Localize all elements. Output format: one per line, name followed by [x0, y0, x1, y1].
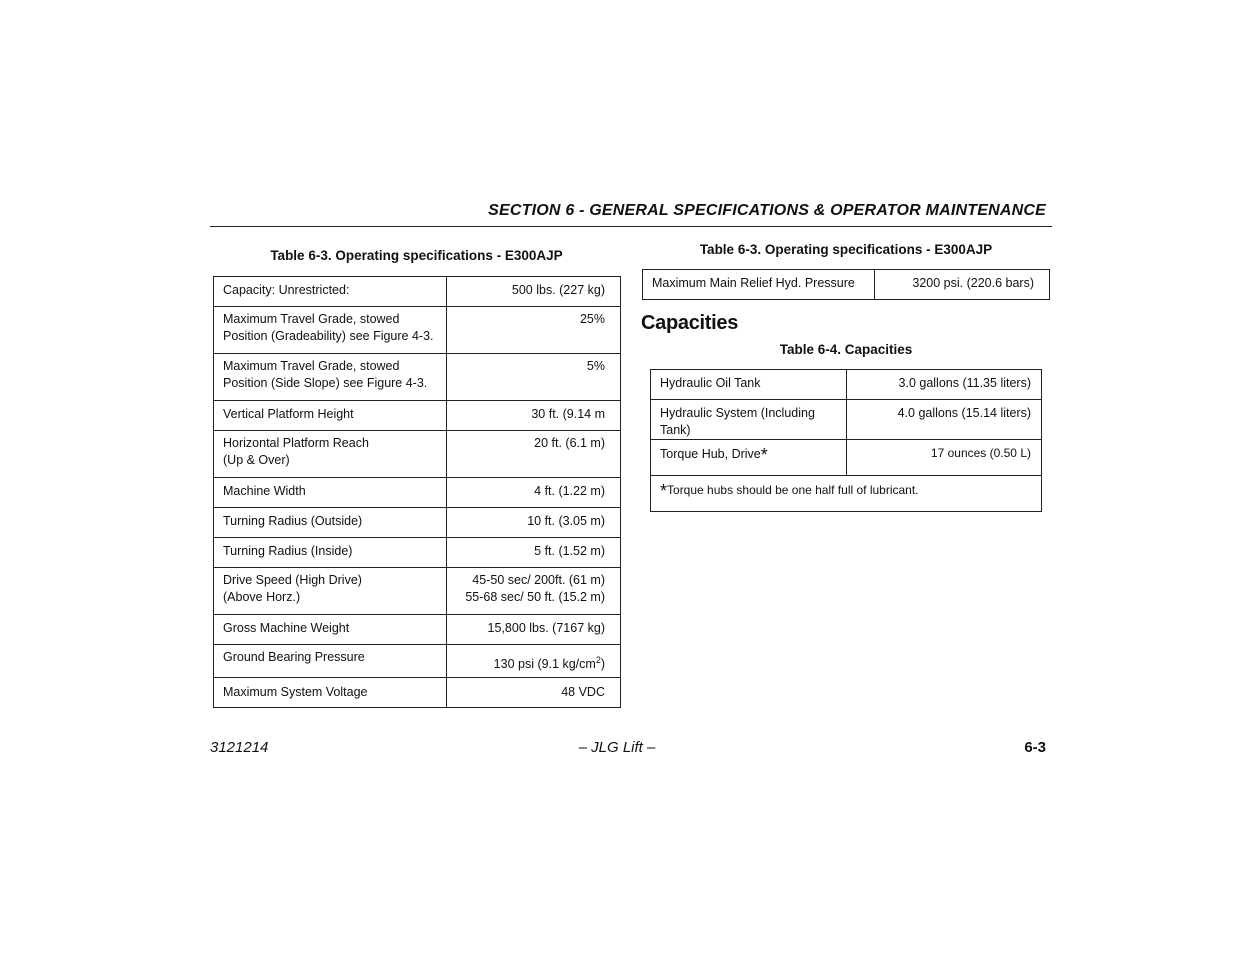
table-row — [651, 476, 1042, 512]
page-number: 6-3 — [1024, 739, 1046, 756]
spec-label: Turning Radius (Inside) — [214, 538, 447, 568]
spec-value: 10 ft. (3.05 m) — [446, 508, 620, 538]
table-row — [651, 400, 1042, 440]
spec-label: Turning Radius (Outside) — [214, 508, 447, 538]
right-table-title: Table 6-3. Operating specifications - E300AJP — [699, 242, 993, 257]
spec-value: 5 ft. (1.52 m) — [446, 538, 620, 568]
spec-label: Vertical Platform Height — [214, 401, 447, 431]
table-row — [214, 645, 621, 678]
footnote: *Torque hubs should be one half full of lubricant. — [651, 476, 1042, 512]
section-title: SECTION 6 - GENERAL SPECIFICATIONS & OPERATOR MAINTENANCE — [488, 202, 1046, 219]
left-table-title: Table 6-3. Operating specifications - E300AJP — [270, 248, 563, 263]
spec-label: Maximum Main Relief Hyd. Pressure — [643, 270, 875, 300]
spec-value: 130 psi (9.1 $kg/cm^2$) — [446, 645, 620, 678]
spec-label: Maximum Travel Grade, stowed Position (Gradeability) see Figure 4-3. — [214, 307, 447, 354]
table-row — [214, 307, 621, 354]
table-row — [214, 354, 621, 401]
table-row — [651, 440, 1042, 476]
capacity-value: 3.0 gallons (11.35 liters) — [846, 370, 1041, 400]
footer-center: – JLG Lift – — [578, 739, 656, 756]
spec-value: 15,800 lbs. (7167 kg) — [446, 615, 620, 645]
spec-value: 5% — [446, 354, 620, 401]
spec-value: 25% — [446, 307, 620, 354]
spec-label: Drive Speed (High Drive) (Above Horz.) — [214, 568, 447, 615]
capacities-table — [650, 369, 1042, 512]
table-row — [214, 508, 621, 538]
spec-value: 3200 psi. (220.6 bars) — [875, 270, 1050, 300]
capacity-label: Torque Hub, Drive* — [651, 440, 847, 476]
table-row — [214, 538, 621, 568]
asterisk-mark: * — [660, 481, 668, 501]
table-row — [214, 568, 621, 615]
spec-label: Ground Bearing Pressure — [214, 645, 447, 678]
spec-label: Capacity: Unrestricted: — [214, 277, 447, 307]
doc-number: 3121214 — [210, 739, 269, 756]
table-row — [651, 370, 1042, 400]
table-row — [214, 277, 621, 307]
capacity-label: Hydraulic Oil Tank — [651, 370, 847, 400]
spec-value: 45-50 sec/ 200ft. (61 m) 55-68 sec/ 50 ft. (15.2 m) — [446, 568, 620, 615]
spec-value: 500 lbs. (227 kg) — [446, 277, 620, 307]
capacity-value: 4.0 gallons (15.14 liters) — [846, 400, 1041, 440]
spec-value: 4 ft. (1.22 m) — [446, 478, 620, 508]
table-row — [214, 615, 621, 645]
spec-value: 48 VDC — [446, 678, 620, 708]
table-row — [214, 678, 621, 708]
header-rule — [210, 226, 1052, 227]
table-row — [214, 478, 621, 508]
spec-label: Maximum Travel Grade, stowed Position (Side Slope) see Figure 4-3. — [214, 354, 447, 401]
capacity-value: 17 ounces (0.50 L) — [846, 440, 1041, 476]
spec-label: Gross Machine Weight — [214, 615, 447, 645]
spec-value: 30 ft. (9.14 m — [446, 401, 620, 431]
operating-specs-table — [213, 276, 621, 708]
capacities-heading: Capacities — [641, 312, 739, 334]
table-row — [214, 401, 621, 431]
table-row — [214, 431, 621, 478]
spec-label: Maximum System Voltage — [214, 678, 447, 708]
capacities-table-title: Table 6-4. Capacities — [779, 342, 913, 357]
spec-label: Machine Width — [214, 478, 447, 508]
relief-pressure-table — [642, 269, 1050, 300]
spec-value: 20 ft. (6.1 m) — [446, 431, 620, 478]
spec-label: Horizontal Platform Reach (Up & Over) — [214, 431, 447, 478]
asterisk-mark: * — [760, 445, 768, 465]
capacity-label: Hydraulic System (Including Tank) — [651, 400, 847, 440]
table-row — [643, 270, 1050, 300]
